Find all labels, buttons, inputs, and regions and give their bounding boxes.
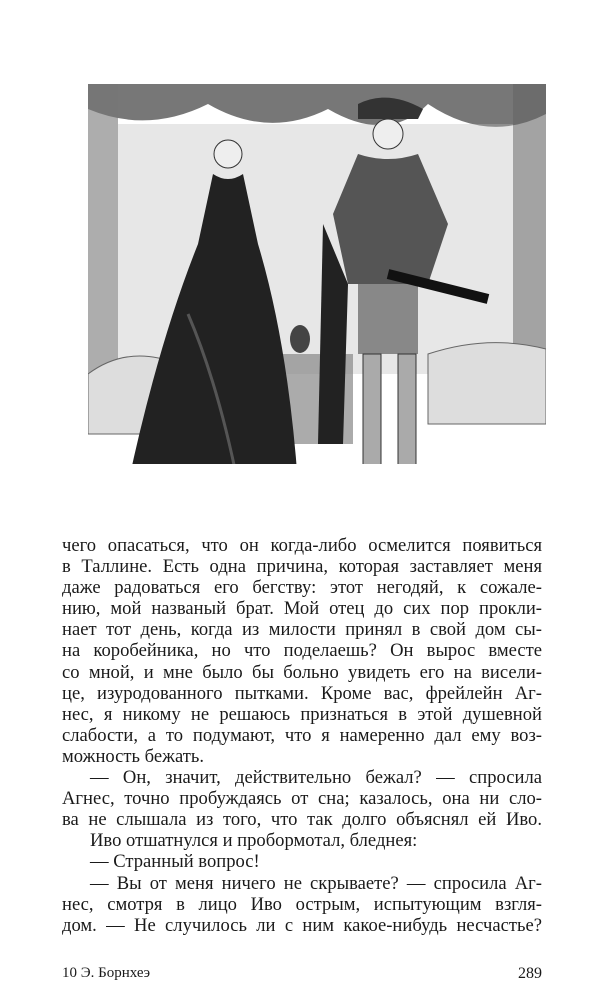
text-line: — Он, значит, действительно бежал? — спросила: [90, 767, 542, 789]
body-text: [62, 535, 542, 936]
text-line: нес, смотря в лицо Иво острым, испытующим взгля-: [62, 893, 542, 915]
page-footer: [62, 965, 542, 982]
text-line: со мной, и мне было бы больно увидеть его на висели-: [62, 661, 542, 683]
text-line: на коробейника, но что поделаешь? Он вырос вместе: [62, 640, 542, 662]
book-illustration: [88, 84, 546, 508]
text-line: дом. — Не случилось ли с ним какое-нибудь несчастье?: [62, 914, 542, 936]
text-line: Иво отшатнулся и пробормотал, бледнея:: [90, 830, 418, 852]
text-line: можность бежать.: [62, 745, 205, 767]
text-line: даже радоваться его бегству: этот негодяй, к сожале-: [62, 577, 542, 599]
text-line: це, изуродованного пытками. Кроме вас, фрейлейн Аг-: [62, 682, 542, 704]
text-line: — Вы от меня ничего не скрываете? — спросила Аг-: [90, 872, 542, 894]
text-line: нию, мой названый брат. Мой отец до сих пор прокли-: [62, 598, 542, 620]
text-line: нес, я никому не решаюсь признаться в этой душевной: [62, 703, 542, 725]
text-line: — Странный вопрос!: [90, 851, 260, 873]
text-line: Агнес, точно пробуждаясь от сна; казалось, она ни сло-: [62, 788, 542, 810]
text-line: ва не слышала из того, что так долго объяснял ей Иво.: [62, 809, 542, 831]
text-line: нает тот день, когда из милости принял в свой дом сы-: [62, 619, 542, 641]
text-line: чего опасаться, что он когда-либо осмелится появиться: [62, 535, 542, 556]
page-number: 289: [518, 965, 542, 982]
text-line: в Таллине. Есть одна причина, которая заставляет меня: [62, 556, 542, 578]
text-line: слабости, а то подумают, что я намеренно дал ему воз-: [62, 724, 542, 746]
signature-mark: 10 Э. Борнхеэ: [62, 965, 151, 981]
